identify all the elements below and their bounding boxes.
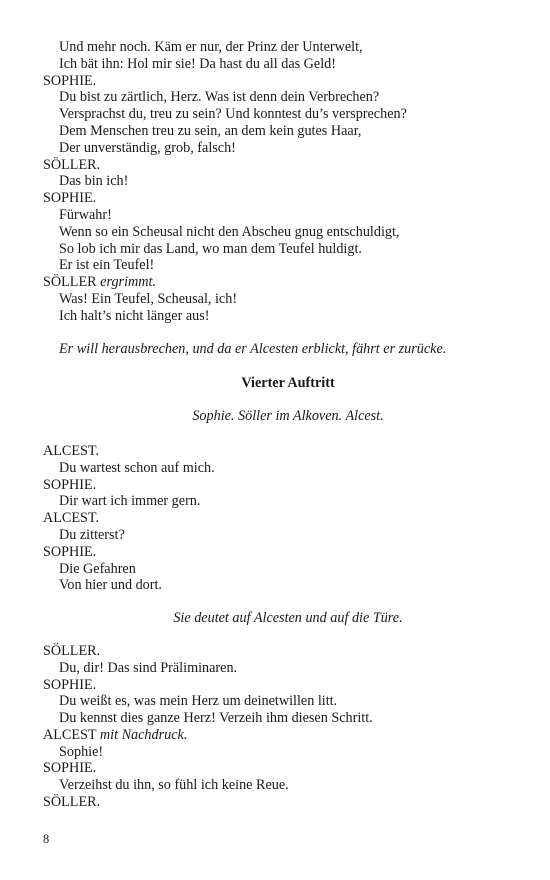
speaker-sophie: SOPHIE. — [43, 72, 97, 89]
verse-line: Das bin ich! — [59, 173, 129, 190]
speaker-soeller: SÖLLER. — [43, 156, 101, 173]
verse-line: Du zitterst? — [59, 526, 125, 543]
stage-direction: Er will herausbrechen, und da er Alcesten erblickt, fährt er zurücke. — [59, 340, 447, 357]
speaker-alcest: ALCEST. — [43, 442, 100, 459]
verse-line: Du wartest schon auf mich. — [59, 459, 215, 476]
verse-line: Du kennst dies ganze Herz! Verzeih ihm diesen Schritt. — [59, 710, 373, 727]
verse-line: Dem Menschen treu zu sein, an dem kein gutes Haar, — [59, 122, 362, 139]
speaker-soeller-line — [43, 274, 533, 291]
verse-line: Ich halt’s nicht länger aus! — [59, 307, 210, 324]
verse-line: Sophie! — [59, 743, 104, 760]
verse-line: Er ist ein Teufel! — [59, 257, 155, 274]
speaker-alcest: ALCEST — [43, 726, 97, 743]
scene-heading: Vierter Auftritt — [241, 375, 335, 392]
speaker-sophie: SOPHIE. — [43, 543, 97, 560]
verse-line: Verzeihst du ihn, so fühl ich keine Reue. — [59, 777, 289, 794]
scene-cast: Sophie. Söller im Alkoven. Alcest. — [192, 408, 384, 425]
speaker-soeller: SÖLLER — [43, 274, 97, 291]
verse-line: Der unverständig, grob, falsch! — [59, 139, 236, 156]
speaker-soeller: SÖLLER. — [43, 642, 101, 659]
verse-line: Und mehr noch. Käm er nur, der Prinz der Unterwelt, — [59, 39, 363, 55]
page-number: 8 — [43, 832, 50, 846]
speaker-alcest-line — [43, 727, 533, 744]
verse-line: Die Gefahren — [59, 560, 136, 577]
verse-line: Was! Ein Teufel, Scheusal, ich! — [59, 290, 238, 307]
verse-line: Dir wart ich immer gern. — [59, 493, 201, 510]
speaker-direction: mit Nachdruck. — [99, 726, 188, 743]
speaker-direction: ergrimmt. — [100, 274, 156, 291]
verse-line: Du bist zu zärtlich, Herz. Was ist denn dein Verbrechen? — [59, 89, 380, 106]
speaker-sophie: SOPHIE. — [43, 190, 97, 207]
stage-direction: Sie deutet auf Alcesten und auf die Türe. — [173, 610, 403, 627]
play-text — [43, 39, 533, 811]
verse-line: Du, dir! Das sind Präliminaren. — [59, 659, 238, 676]
speaker-sophie: SOPHIE. — [43, 760, 97, 777]
verse-line: Versprachst du, treu zu sein? Und konntest du’s versprechen? — [59, 106, 407, 123]
verse-line: Wenn so ein Scheusal nicht den Abscheu gnug entschuldigt, — [59, 223, 400, 240]
verse-line: So lob ich mir das Land, wo man dem Teufel huldigt. — [59, 240, 362, 257]
speaker-sophie: SOPHIE. — [43, 476, 97, 493]
speaker-sophie: SOPHIE. — [43, 676, 97, 693]
speaker-soeller: SÖLLER. — [43, 794, 101, 811]
speaker-alcest: ALCEST. — [43, 510, 100, 527]
verse-line: Ich bät ihn: Hol mir sie! Da hast du all das Geld! — [59, 55, 336, 72]
verse-line: Fürwahr! — [59, 206, 112, 223]
verse-line: Du weißt es, was mein Herz um deinetwillen litt. — [59, 693, 338, 710]
verse-line: Von hier und dort. — [59, 577, 162, 594]
